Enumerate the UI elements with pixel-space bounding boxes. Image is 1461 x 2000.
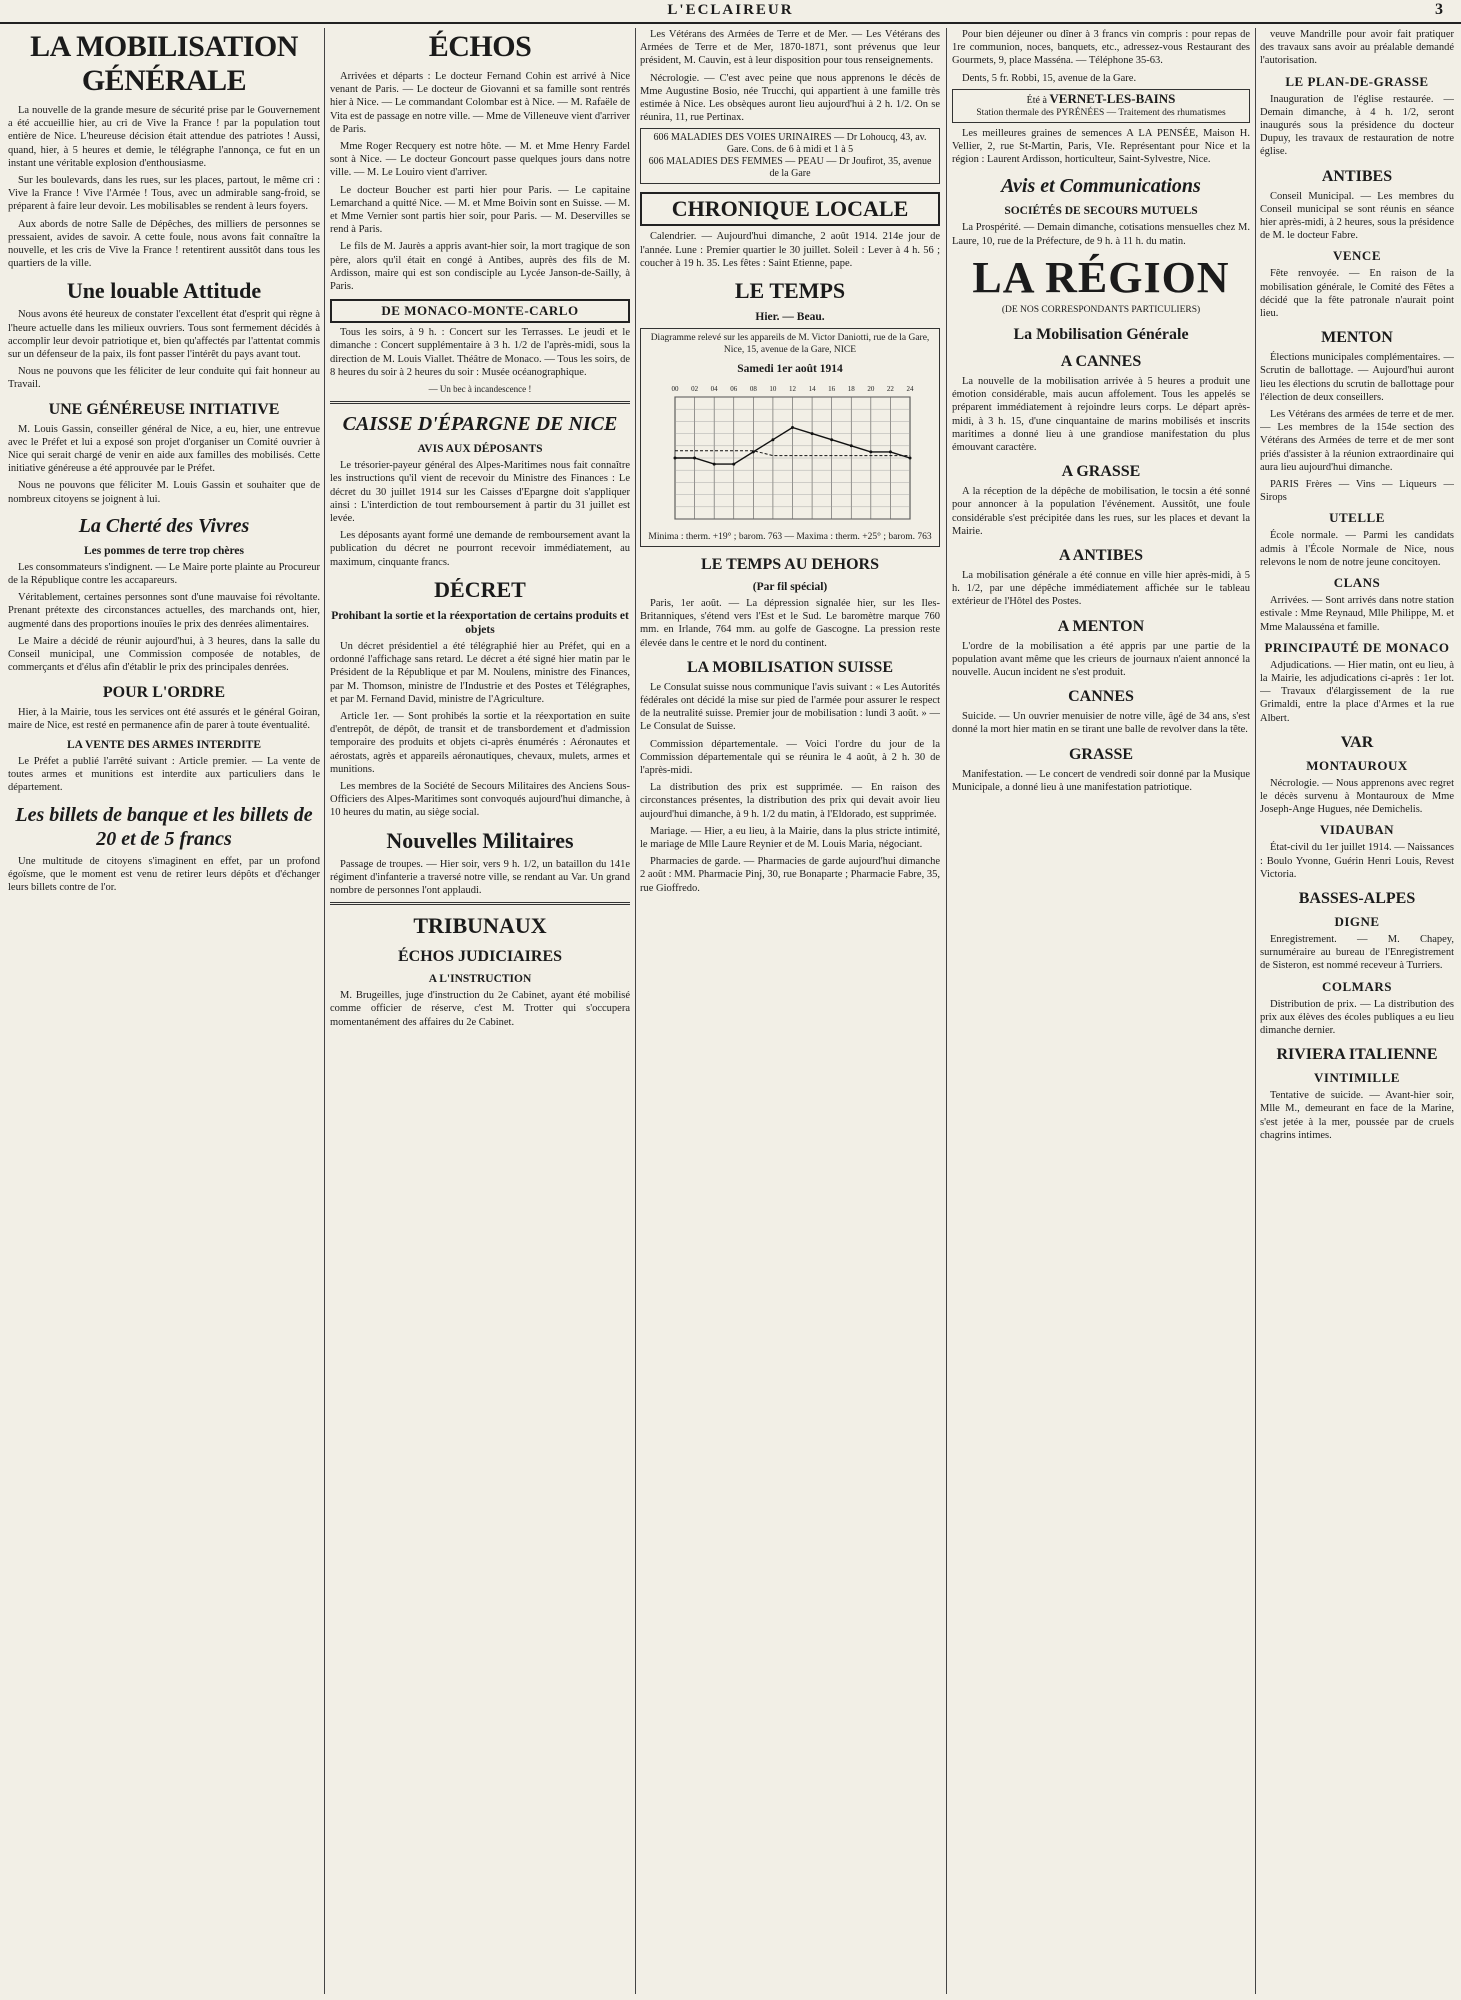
headline-temps-dehors: LE TEMPS AU DEHORS (701, 556, 879, 574)
article-paragraph: Article 1er. — Sont prohibés la sortie et la réexportation en suite d'entrepôt, de dépôt, de transit et de transbordement et d'admission temporaire des produits et objets ci-après énumérés : Aéronautes et aérostats, agrès et appareils aéronautiques, chevaux, mulets, armes et munitions. (330, 710, 630, 775)
headline-a-antibes: A ANTIBES (1058, 547, 1144, 565)
headline-colmars: COLMARS (1322, 978, 1392, 994)
article-paragraph: Un décret présidentiel a été télégraphié hier au Préfet, qui en a ordonné l'affichage sans retard. Le décret a été signé hier matin par le Président de la République et par M. Noulens, ministre des Finances, par M. Thomson, ministre de l'Industrie et des Postes et Télégraphes, et par M. Fernand David, ministre de l'Agriculture. (330, 640, 630, 705)
headline-a-cannes: A CANNES (1060, 353, 1142, 371)
headline-utelle: UTELLE (1329, 510, 1385, 526)
article-paragraph: Nous ne pouvons que les féliciter de leur conduite qui fait honneur au Travail. (8, 366, 320, 391)
article-paragraph: Calendrier. — Aujourd'hui dimanche, 2 août 1914. 214e jour de l'année. Lune : Premier quartier le 30 juillet. Soleil : Lever à 4 h. 56 ; coucher à 19 h. 35. Les fêtes : Saint Etienne, pape. (640, 231, 940, 269)
article-paragraph: PARIS Frères — Vins — Liqueurs — Sirops (1260, 479, 1454, 504)
article-paragraph: Le Préfet a publié l'arrêté suivant : Article premier. — La vente de toutes armes et munitions est interdite aux particuliers dans le département. (8, 755, 320, 794)
article-paragraph: Fête renvoyée. — En raison de la mobilisation générale, le Comité des Fêtes a décidé que la fête patronale n'aurait point lieu. (1260, 268, 1454, 320)
weather-chart (640, 328, 940, 547)
column-rule (324, 28, 325, 1994)
headline-vence: VENCE (1332, 248, 1381, 264)
column-rule (635, 28, 636, 1994)
article-paragraph: École normale. — Parmi les candidats admis à l'École Normale de Nice, nous relevons le nom de notre jeune concitoyen. (1260, 530, 1454, 568)
chart-caption: Diagramme relevé sur les appareils de M. Victor Daniotti, rue de la Gare, Nice, 15, avenue de la Gare, NICE (650, 333, 930, 356)
article-paragraph: L'ordre de la mobilisation a été appris par une partie de la population avant même que les crieurs de journaux n'aient annoncé la nouvelle. Aucun incident ne s'est produit. (952, 640, 1250, 679)
ad-title: VERNET-LES-BAINS (1049, 90, 1176, 106)
headline-le-temps: LE TEMPS (734, 278, 846, 304)
headline-billets: Les billets de banque et les billets de 20 et de 5 francs (15, 803, 313, 850)
masthead (0, 0, 1461, 24)
article-paragraph: La Prospérité. — Demain dimanche, cotisations mensuelles chez M. Laure, 10, rue de la Préfecture, de 9 h. à 11 h. du matin. (952, 222, 1250, 247)
headline-digne: DIGNE (1334, 913, 1380, 929)
column-4 (952, 28, 1250, 1994)
article-paragraph: Le docteur Boucher est parti hier pour Paris. — Le capitaine Lemarchand a quitté Nice. — M. et Mme Boivin sont en Suisse. — M. et Mme Vernier sont partis hier soir, pour Paris. — M. Deservilles se rend à Paris. (330, 184, 630, 236)
headline-avis: Avis et Communications (1001, 175, 1201, 198)
hour-tick-label: 22 (886, 385, 894, 394)
headline-grasse: GRASSE (1068, 745, 1134, 763)
subheadline: (Par fil spécial) (752, 581, 828, 594)
hour-tick-label: 12 (789, 385, 796, 394)
headline-plan-de-grasse: LE PLAN-DE-GRASSE (1285, 73, 1429, 89)
article-paragraph: Pour bien déjeuner ou dîner à 3 francs vin compris : pour repas de 1re communion, noces, banquets, etc., adressez-vous Restaurant des Gourmets, 9, place Masséna. — Téléphone 35-63. (952, 29, 1250, 67)
article-paragraph: Enregistrement. — M. Chapey, surnuméraire au bureau de l'Enregistrement de Sisteron, est nommé receveur à Turriers. (1260, 933, 1454, 972)
headline-chronique-locale: CHRONIQUE LOCALE (640, 192, 940, 226)
page-number: 3 (1435, 1, 1443, 18)
article-paragraph: Une multitude de citoyens s'imaginent en effet, par un profond égoïsme, que le moment est venu de retirer leurs dépôts et d'échanger leurs billets contre de l'or. (8, 855, 320, 893)
article-paragraph: Inauguration de l'église restaurée. — Demain dimanche, à 4 h. 1/2, seront inaugurés sous la présidence du docteur Dupuy, les travaux de restauration de notre église. (1260, 93, 1454, 158)
article-paragraph: Sur les boulevards, dans les rues, sur les places, partout, le même cri : Vive la France ! Vive l'Armée ! Tous, avec un admirable sang-froid, se préparent à faire leur devoir. Les mobilisables se rendent à leurs foyers. (8, 175, 320, 213)
article-paragraph: Tentative de suicide. — Avant-hier soir, Mlle M., demeurant en face de la Marine, s'est jetée à la mer, poussée par de cruels chagrins intimes. (1260, 1090, 1454, 1141)
subheadline: A L'INSTRUCTION (428, 973, 532, 986)
hour-tick-label: 02 (691, 385, 699, 394)
headline-mobilisation: LA MOBILISATION GÉNÉRALE (30, 30, 298, 97)
headline-louable-attitude: Une louable Attitude (66, 278, 262, 304)
article-paragraph: La nouvelle de la grande mesure de sécurité prise par le Gouvernement a été accueillie hier, au cri de Vive la France ! par la population tout entière de Nice. L'heureuse décision était attendue des patriotes ! Aussi, quand, hier, à 5 heures et demie, le télégraphe l'annonça, ce fut en un instant une véritable explosion d'enthousiasme. (8, 105, 320, 169)
article-paragraph: La distribution des prix est supprimée. — En raison des circonstances présentes, la distribution des prix qui devait avoir lieu aujourd'hui dimanche, à 9 h. 1/2 du matin, à l'Eldorado, est supprimée. (640, 782, 940, 820)
article-paragraph: Mariage. — Hier, a eu lieu, à la Mairie, dans la plus stricte intimité, le mariage de Mlle Laure Reynier et de M. Louis Maria, négociant. (640, 825, 940, 851)
column-rule (946, 28, 947, 1994)
headline-a-grasse: A GRASSE (1061, 463, 1141, 481)
headline-menton: MENTON (1321, 329, 1393, 347)
article-paragraph: Passage de troupes. — Hier soir, vers 9 h. 1/2, un bataillon du 141e régiment d'infanterie a traversé notre ville, se rendant au Var. Un grand nombre de personnes l'ont applaudi. (330, 858, 630, 896)
article-paragraph: Les déposants ayant formé une demande de remboursement avant la publication du décret ne pourront recevoir immédiatement, au maximum, cinquante francs. (330, 530, 630, 568)
article-paragraph: Arrivées et départs : Le docteur Fernand Cohin est arrivé à Nice venant de Paris. — Le docteur de Giovanni et sa famille sont rentrés hier à Nice. — Le commandant Colombar est à Nice. — M. Rafaële de Vita est de passage en notre ville. — Mme de Villeneuve vient d'arriver de Paris. (330, 71, 630, 135)
article-paragraph: Le trésorier-payeur général des Alpes-Maritimes nous fait connaître les instructions qu'il vient de recevoir du Ministre des Finances : Le décret du 30 juillet 1914 sur les Caisses d'Epargne doit s'appliquer ainsi : L'interdiction de tout remboursement à partir du 31 juillet est levée. (330, 460, 630, 525)
subheadline: (DE NOS CORRESPONDANTS PARTICULIERS) (1001, 304, 1201, 315)
article-paragraph: Tous les soirs, à 9 h. : Concert sur les Terrasses. Le jeudi et le dimanche : Concert supplémentaire à 3 h. 1/2 de l'après-midi, sous la direction de M. Louis Viallet. Théâtre de Monaco. — Tous les soirs, de 8 heures du soir à 2 heures du soir : Musée océanographique. (330, 327, 630, 378)
divider (330, 401, 630, 404)
headline-mobilisation-suisse: LA MOBILISATION SUISSE (687, 658, 893, 676)
divider (330, 902, 630, 905)
subheadline: Prohibant la sortie et la réexportation de certains produits et objets (331, 609, 629, 636)
hour-tick-label: 16 (828, 385, 836, 394)
hour-tick-label: 10 (769, 385, 777, 394)
hour-tick-label: 08 (749, 385, 757, 394)
hour-tick-label: 00 (671, 385, 679, 394)
hour-tick-label: 24 (906, 385, 914, 394)
separator-text: — Un bec à incandescence ! (428, 384, 532, 395)
headline-nouvelles-militaires: Nouvelles Militaires (386, 827, 574, 853)
headline-monaco: PRINCIPAUTÉ DE MONACO (1264, 639, 1450, 655)
headline-a-menton: A MENTON (1057, 617, 1145, 635)
hour-tick-label: 18 (847, 385, 855, 394)
headline-cherte-vivres: La Cherté des Vivres (78, 514, 250, 537)
headline-decret: DÉCRET (434, 576, 526, 602)
headline-vintimille: VINTIMILLE (1314, 1070, 1400, 1086)
hour-tick-label: 14 (808, 385, 816, 394)
column-1 (8, 28, 320, 1994)
subheadline: ÉCHOS JUDICIAIRES (397, 948, 563, 966)
newspaper-name: L'ECLAIREUR (667, 2, 794, 18)
chart-date: Samedi 1er août 1914 (737, 363, 843, 376)
column-2 (330, 28, 630, 1994)
article-paragraph: Nous avons été heureux de constater l'excellent état d'esprit qui règne à l'heure actuelle dans les milieux ouvriers. Tous sont fermement décidés à accomplir leur devoir patriotique et, bien qu'affectés par l'attentat commis sur un défenseur de la paix, ils font passer l'intérêt du pays avant tout. (8, 309, 320, 361)
hour-tick-label: 04 (710, 385, 718, 394)
article-paragraph: Pharmacies de garde. — Pharmacies de garde aujourd'hui dimanche 2 août : MM. Pharmacie Pinj, 30, rue Bonaparte ; Pharmacie Fabre, 35, rue Gioffredo. (640, 856, 940, 894)
ad-text: 606 MALADIES DES FEMMES — PEAU — Dr Joufirot, 35, avenue de la Gare (648, 156, 932, 180)
ad-text: Station thermale des PYRÉNÉES — Traitement des rhumatismes (976, 107, 1226, 118)
article-paragraph: Conseil Municipal. — Les membres du Conseil municipal se sont réunis en séance hier après-midi, à 2 heures, sous la présidence de M. le docteur Fabre. (1260, 190, 1454, 242)
headline-vidauban: VIDAUBAN (1319, 822, 1395, 838)
headline-cannes: CANNES (1068, 688, 1134, 706)
hour-tick-label: 06 (730, 385, 738, 394)
advertisement-vernet (952, 89, 1250, 123)
article-paragraph: Nécrologie. — C'est avec peine que nous apprenons le décès de Mme Augustine Bosio, née Trucchi, qui appartient à une famille très estimée à Nice. Les obsèques auront lieu aujourd'hui à 2 h. 1/2. On se réunira, 11, rue Pertinax. (640, 72, 940, 124)
article-paragraph: M. Brugeilles, juge d'instruction du 2e Cabinet, ayant été mobilisé comme officier de réserve, c'est M. Trotter qui s'occupera momentanément des affaires du 2e Cabinet. (330, 990, 630, 1028)
article-paragraph: Véritablement, certaines personnes sont d'une mauvaise foi révoltante. Prenant prétexte des circonstances actuelles, des marchands ont, hier, augmenté dans des proportions inouïes le prix des denrées alimentaires. (8, 592, 320, 630)
subheadline: Les pommes de terre trop chères (83, 544, 244, 557)
article-paragraph: Élections municipales complémentaires. — Scrutin de ballottage. — Aujourd'hui auront lieu les élections du scrutin de ballottage pour l'élection de deux conseillers. (1260, 352, 1454, 403)
headline-var: VAR (1340, 733, 1374, 751)
article-paragraph: Manifestation. — Le concert de vendredi soir donné par la Musique Municipale, a donné lieu à une manifestation patriotique. (952, 768, 1250, 793)
article-paragraph: Les membres de la Société de Secours Militaires des Anciens Sous-Officiers des Alpes-Maritimes sont convoqués aujourd'hui dimanche, à 10 heures du matin, au siège social. (330, 780, 630, 819)
ad-text: Été à (1026, 94, 1047, 106)
headline-echos: ÉCHOS (428, 30, 532, 63)
article-paragraph: M. Louis Gassin, conseiller général de Nice, a eu, hier, une entrevue avec le Préfet et lui a exposé son projet d'organiser un Comité ouvrier à Nice qui serait chargé de venir en aide aux familles des mobilisés. Cette initiative généreuse a été approuvée par le Préfet. (8, 423, 320, 475)
article-paragraph: Aux abords de notre Salle de Dépêches, des milliers de personnes se pressaient, avides de savoir. A cette foule, nous avons fait connaître la nouvelle, et les cris de Vive la France ! retentirent aussitôt dans tous les quartiers de la ville. (8, 218, 320, 270)
article-paragraph: Dents, 5 fr. Robbi, 15, avenue de la Gare. (962, 72, 1137, 84)
article-paragraph: La nouvelle de la mobilisation arrivée à 5 heures a produit une émotion considérable, mais aucun affolement. Tous les appelés se préparent immédiatement à rejoindre leurs corps. Le départ après-midi, à 3 h. 15, d'une cinquantaine de marins mobilisés et inscrits maritimes a donné lieu à une grandiose manifestation du plus émouvant caractère. (952, 376, 1250, 454)
column-5 (1260, 28, 1454, 1994)
article-paragraph: Les Vétérans des Armées de Terre et de Mer. — Les Vétérans des Armées de Terre et de Mer, 1870-1871, sont prévenus que leur président, M. Cauvin, est à leur disposition pour tous renseignements. (640, 29, 940, 67)
article-paragraph: Arrivées. — Sont arrivés dans notre station estivale : Mme Reynaud, Mlle Philippe, M. et Mme Malausséna et famille. (1260, 595, 1454, 633)
headline-antibes: ANTIBES (1321, 167, 1393, 185)
headline-tribunaux: TRIBUNAUX (413, 913, 547, 939)
subheadline: Hier. — Beau. (755, 311, 825, 324)
headline-montauroux: MONTAUROUX (1306, 757, 1408, 773)
article-paragraph: A la réception de la dépêche de mobilisation, le tocsin a été sonné pour annoncer à la population l'événement. Aussitôt, une foule considérable s'est précipitée dans les rues, sur les places et devant la Mairie. (952, 486, 1250, 537)
article-paragraph: Nécrologie. — Nous apprenons avec regret le décès survenu à Montauroux de Mme Joseph-Ange Hugues, née Demichelis. (1260, 777, 1454, 816)
headline-clans: CLANS (1333, 575, 1381, 591)
article-paragraph: Paris, 1er août. — La dépression signalée hier, sur les Iles-Britanniques, s'étend vers l'Est et le Sud. Le baromètre marque 760 mm. en Irlande, 764 mm. au golfe de Gascogne. La pression reste élevée dans le centre et le nord du continent. (640, 598, 940, 649)
article-paragraph: veuve Mandrille pour avoir fait pratiquer des travaux sans avoir au préalable demandé l'autorisation. (1260, 29, 1454, 67)
headline-pour-ordre: POUR L'ORDRE (102, 683, 226, 701)
article-paragraph: Mme Roger Recquery est notre hôte. — M. et Mme Henry Fardel sont à Nice. — Le docteur Goncourt passe quelques jours dans notre ville. — M. Le Louiro vient d'arriver. (330, 141, 630, 179)
subheadline: AVIS AUX DÉPOSANTS (417, 443, 543, 456)
weather-diagram (655, 379, 925, 529)
column-rule (1255, 28, 1256, 1994)
headline-riviera-italienne: RIVIERA ITALIENNE (1276, 1046, 1438, 1064)
article-paragraph: Distribution de prix. — La distribution des prix aux élèves des écoles publiques a eu lieu dimanche dernier. (1260, 998, 1454, 1036)
column-3 (640, 28, 940, 1994)
article-paragraph: Commission départementale. — Voici l'ordre du jour de la Commission départementale qui se réunira le 4 août, à 2 h. 30 de l'après-midi. (640, 738, 940, 777)
headline-mobilisation-generale: La Mobilisation Générale (1013, 326, 1189, 344)
subheadline: SOCIÉTÉS DE SECOURS MUTUELS (1004, 205, 1198, 218)
article-paragraph: Le Maire a décidé de réunir aujourd'hui, à 3 heures, dans la salle du Conseil municipal, une Commission composée de notables, de commerçants et d'élus afin d'établir le prix des principales denrées. (8, 635, 320, 674)
advertisement (640, 128, 940, 184)
headline-initiative: UNE GÉNÉREUSE INITIATIVE (48, 400, 280, 418)
article-paragraph: Les Vétérans des armées de terre et de mer. — Les membres de la 154e section des Vétérans des Armées de terre et de mer sont priés d'assister à la réunion extraordinaire qui aura lieu aujourd'hui dimanche. (1260, 409, 1454, 473)
headline-la-region: LA RÉGION (972, 252, 1230, 302)
subheadline: LA VENTE DES ARMES INTERDITE (66, 738, 262, 751)
article-paragraph: Les consommateurs s'indignent. — Le Maire porte plainte au Procureur de la République contre les accapareurs. (8, 561, 320, 587)
headline-caisse-epargne: CAISSE D'ÉPARGNE DE NICE (342, 413, 618, 436)
article-paragraph: Le fils de M. Jaurès a appris avant-hier soir, la mort tragique de son père, alors qu'il était en congé à Antibes, auprès des fils de M. Ardisson, maire qui est son condisciple au Lycée Janson-de-Sailly, à Paris. (330, 241, 630, 293)
article-paragraph: Le Consulat suisse nous communique l'avis suivant : « Les Autorités fédérales ont décidé la mise sur pied de l'armée pour assurer le respect de la neutralité suisse. Premier jour de mobilisation : lundi 3 août. » — Le Consulat de Suisse. (640, 681, 940, 733)
article-paragraph: La mobilisation générale a été connue en ville hier après-midi, à 5 h. 1/2, par une dépêche immédiatement affichée sur le tableau extérieur de l'Hôtel des Postes. (952, 570, 1250, 608)
article-paragraph: État-civil du 1er juillet 1914. — Naissances : Boulo Yvonne, Guérin Henri Louis, Revest Victoria. (1260, 842, 1454, 880)
article-paragraph: Suicide. — Un ouvrier menuisier de notre ville, âgé de 34 ans, s'est donné la mort hier matin en se tirant une balle de revolver dans la tête. (952, 711, 1250, 736)
article-paragraph: Adjudications. — Hier matin, ont eu lieu, à la Mairie, les adjudications ci-après : 1er lot. — Travaux d'élargissement de la rue Grimaldi, entre la place d'Armes et la rue Albert. (1260, 659, 1454, 724)
headline-basses-alpes: BASSES-ALPES (1298, 889, 1416, 907)
hour-tick-label: 20 (867, 385, 875, 394)
chart-footer: Minima : therm. +19° ; barom. 763 — Maxima : therm. +25° ; barom. 763 (648, 532, 932, 543)
article-paragraph: Les meilleures graines de semences A LA PENSÉE, Maison H. Vellier, 2, rue St-Martin, Paris, VIe. Représentant pour Nice et la région : Laurent Ardisson, horticulteur, Saint-Sylvestre, Nice. (952, 127, 1250, 166)
headline-monaco: DE MONACO-MONTE-CARLO (330, 299, 630, 323)
article-paragraph: Hier, à la Mairie, tous les services ont été assurés et le général Goiran, maire de Nice, est resté en permanence afin de parer à toute éventualité. (8, 706, 320, 731)
article-paragraph: Nous ne pouvons que féliciter M. Louis Gassin et souhaiter que de nombreux citoyens se joignent à lui. (8, 480, 320, 505)
ad-text: 606 MALADIES DES VOIES URINAIRES — Dr Lohoucq, 43, av. Gare. Cons. de 6 à midi et 1 à 5 (653, 132, 927, 156)
